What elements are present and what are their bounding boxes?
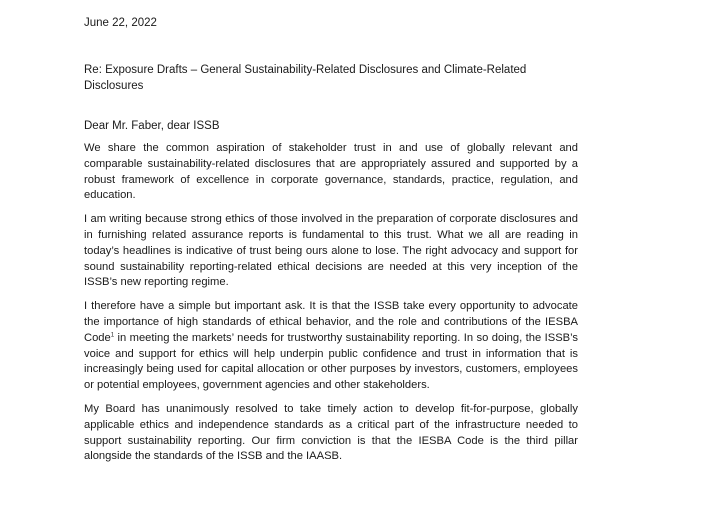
paragraph-shared-aspiration: We share the common aspiration of stakeholder trust in and use of globally relevant and comparable sustainability-related disclosures that are appropriately assured and supported by a robust framework of excellence in corporate governance, standards, practice, regulation, and education. xyxy=(84,142,578,202)
paragraph-ask-text-end: in meeting the markets’ needs for trustworthy sustainability reporting. In so doing, the ISSB’s voice and support for ethics will help underpin public confidence and trust in information that is increasingly being used for capital allocation or other purposes by investors, customers, employees or potential employees, government agencies and other stakeholders. xyxy=(84,331,578,392)
letter-page xyxy=(84,0,578,516)
subject-line: Re: Exposure Drafts – General Sustainability-Related Disclosures and Climate-Related Disclosures xyxy=(84,64,527,92)
paragraph-ask-text-start: I therefore have a simple but important ask. It is that the ISSB take every opportunity to advocate the importance of high standards of ethical behavior, and the role and contributions of the IESBA Code xyxy=(84,300,578,344)
salutation: Dear Mr. Faber, dear ISSB xyxy=(84,120,220,132)
letter-date: June 22, 2022 xyxy=(84,17,157,29)
letter-body xyxy=(84,141,578,473)
footnote-reference: 1 xyxy=(110,332,115,339)
paragraph-ethics-trust: I am writing because strong ethics of those involved in the preparation of corporate disclosures and in furnishing related assurance reports is fundamental to this trust. What we all are reading in today’s headlines is indicative of trust being ours alone to lose. The right advocacy and support for sound sustainability reporting-related ethical decisions are needed at this very inception of the ISSB’s new reporting regime. xyxy=(84,213,578,289)
paragraph-board-resolution: My Board has unanimously resolved to take timely action to develop fit-for-purpose, globally applicable ethics and independence standards as a critical part of the infrastructure needed to support sustainability reporting. Our firm conviction is that the IESBA Code is the third pillar alongside the standards of the ISSB and the IAASB. xyxy=(84,402,578,463)
paragraph-ask xyxy=(84,299,578,394)
